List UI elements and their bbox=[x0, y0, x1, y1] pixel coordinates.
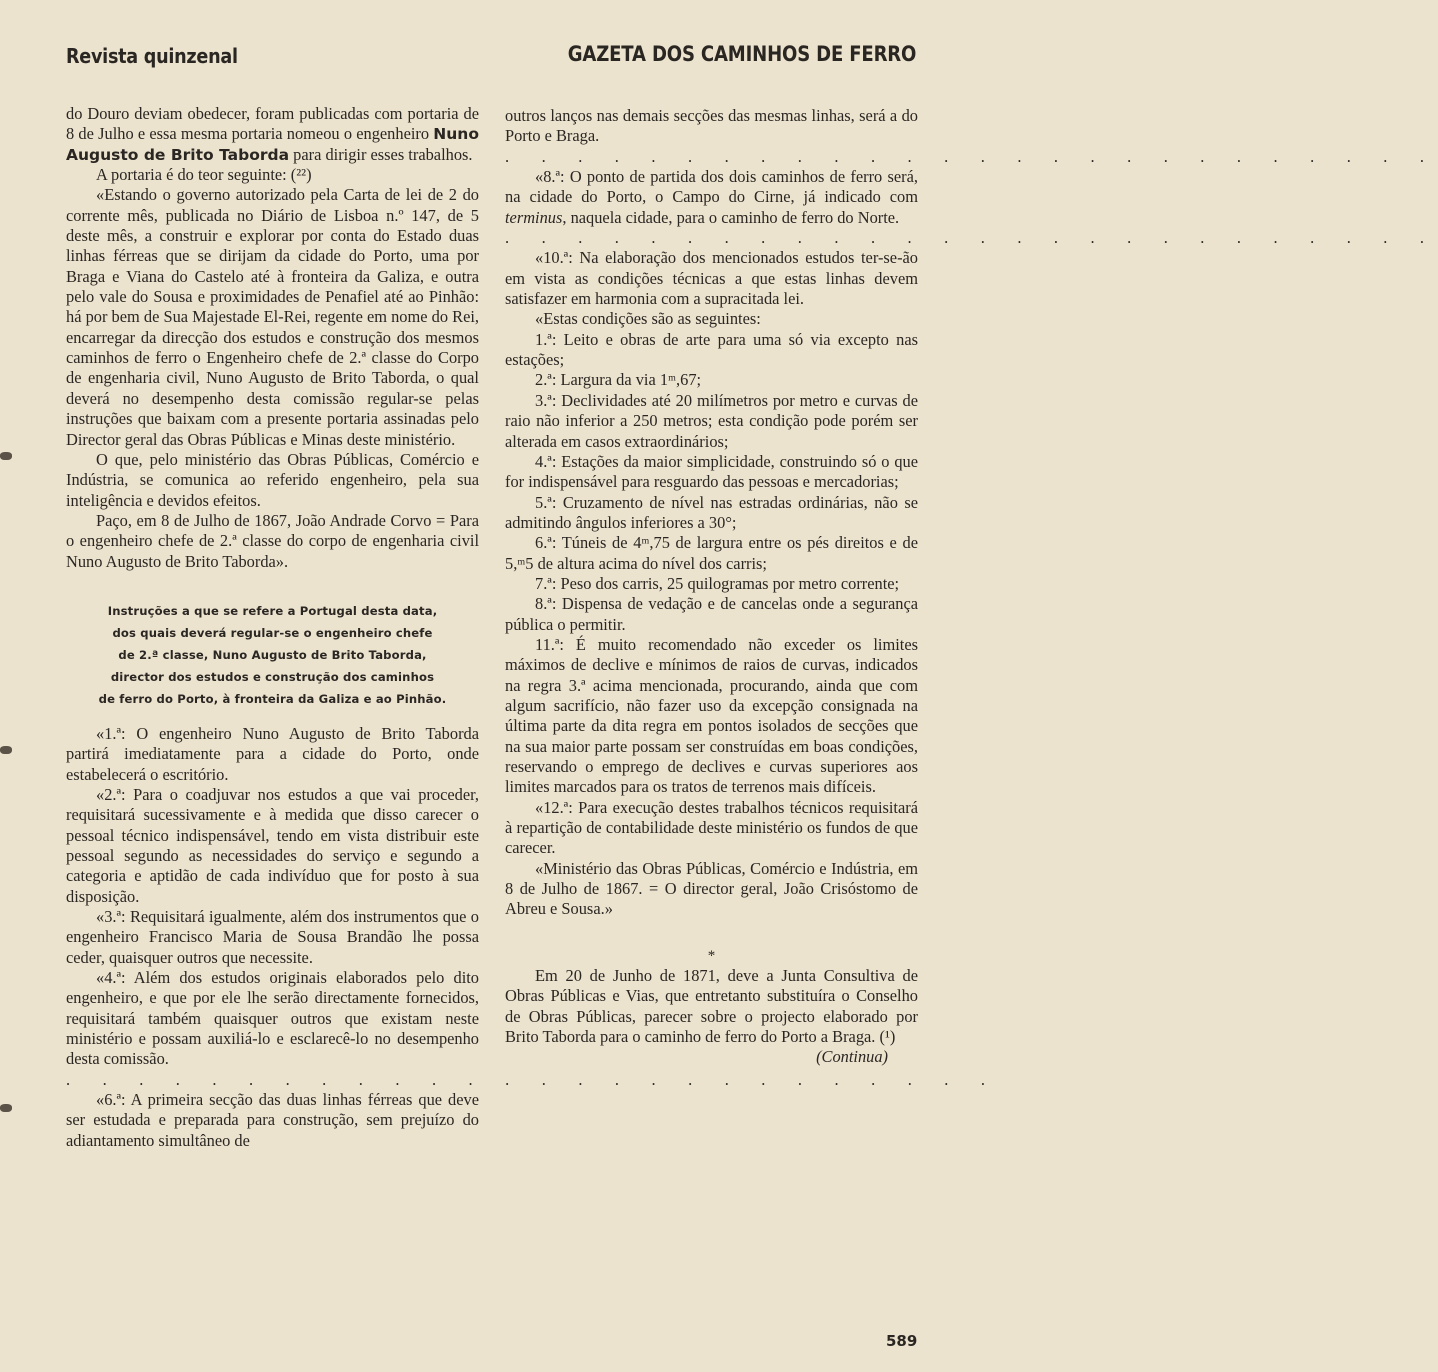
condition-2: 2.ª: Largura da via 1ᵐ,67; bbox=[535, 370, 702, 390]
ministry-signature: «Ministério das Obras Públicas, Comércio e Indústria, em 8 de Julho de 1867. = O director geral, João Crisóstomo de Abreu e Sousa.» bbox=[505, 858, 918, 919]
heading-line: de 2.ª classe, Nuno Augusto de Brito Taborda, bbox=[118, 647, 427, 662]
paragraph: Em 20 de Junho de 1871, deve a Junta Consultiva de Obras Públicas e Vias, que entretanto substituíra o Conselho de Obras Públicas, parecer sobre o projecto elaborado por Brito Taborda para o caminho de ferro do Porto a Braga. (¹) bbox=[505, 966, 918, 1047]
heading-line: Instruções a que se refere a Portugal desta data, bbox=[107, 603, 438, 618]
heading-line: director dos estudos e construção dos caminhos bbox=[110, 669, 435, 684]
paragraph: Paço, em 8 de Julho de 1867, João Andrade Corvo = Para o engenheiro chefe de 2.ª classe do corpo de engenharia civil Nuno Augusto de Brito Taborda». bbox=[66, 510, 479, 571]
text: «8.ª: O ponto de partida dos dois caminhos de ferro será, na cidade do Porto, o Campo do Cirne, já indicado com bbox=[505, 167, 918, 207]
condition-8: 8.ª: Dispensa de vedação e de cancelas onde a segurança pública o permitir. bbox=[505, 594, 918, 634]
instruction-1: «1.ª: O engenheiro Nuno Augusto de Brito Taborda partirá imediatamente para a cidade do Porto, onde estabelecerá o escritório. bbox=[66, 723, 479, 784]
ellipsis-dots: . . . . . . . . . . . . . . . . . . . . . . . . . . bbox=[505, 228, 1438, 248]
instruction-10: «10.ª: Na elaboração dos mencionados estudos ter-se-ão em vista as condições técnicas a que estas linhas devem satisfazer em harmonia com a supracitada lei. bbox=[505, 248, 918, 309]
condition-5: 5.ª: Cruzamento de nível nas estradas ordinárias, não se admitindo ângulos inferiores a 30°; bbox=[505, 492, 918, 532]
condition-6: 6.ª: Túneis de 4ᵐ,75 de largura entre os pés direitos e de 5,ᵐ5 de altura acima do nível dos carris; bbox=[505, 533, 918, 573]
condition-7: 7.ª: Peso dos carris, 25 quilogramas por metro corrente; bbox=[535, 573, 900, 593]
paragraph: O que, pelo ministério das Obras Públicas, Comércio e Indústria, se comunica ao referido engenheiro, pela sua inteligência e devidos efeitos. bbox=[66, 449, 479, 510]
ellipsis-dots: . . . . . . . . . . . . . . . . . . . . . . . . . . bbox=[505, 146, 1438, 166]
continua-note: (Continua) bbox=[816, 1047, 888, 1067]
instruction-12: «12.ª: Para execução destes trabalhos técnicos requisitará à repartição de contabilidade deste ministério os fundos de que carecer. bbox=[505, 797, 918, 858]
condition-1: 1.ª: Leito e obras de arte para uma só via excepto nas estações; bbox=[505, 329, 918, 370]
engineer-name: Nuno Augusto de Brito Taborda bbox=[66, 125, 479, 164]
text: do Douro deviam obedecer, foram publicadas com portaria de 8 de Julho e essa mesma portaria nomeou o engenheiro bbox=[66, 104, 479, 144]
margin-mark bbox=[0, 452, 12, 460]
term-italic: terminus bbox=[505, 207, 563, 227]
paragraph: outros lanços nas demais secções das mesmas linhas, será a do Porto e Braga. bbox=[505, 106, 918, 146]
heading-line: de ferro do Porto, à fronteira da Galiza e ao Pinhão. bbox=[98, 691, 447, 706]
text: para dirigir esses trabalhos. bbox=[289, 144, 473, 164]
paragraph bbox=[66, 104, 479, 165]
instruction-11: 11.ª: É muito recomendado não exceder os limites máximos de declive e mínimos de raios de curvas, indicados na regra 3.ª acima mencionada, procurando, ainda que com algum sacrifício, não fazer uso da excepção consignada na última parte da dita regra em pontos isolados de secções que na sua maior parte possam ser construídas em boas condições, reservando o emprego de declives e curvas superiores aos limites marcados para os tratos de terrenos mais difíceis. bbox=[505, 634, 918, 797]
instruction-3: «3.ª: Requisitará igualmente, além dos instrumentos que o engenheiro Francisco Maria de Sousa Brandão lhe possa ceder, quaisquer outros que necessite. bbox=[66, 907, 479, 967]
heading-line: dos quais deverá regular-se o engenheiro chefe bbox=[112, 625, 433, 640]
paragraph: «Estando o governo autorizado pela Carta de lei de 2 do corrente mês, publicada no Diário de Lisboa n.º 147, de 5 deste mês, a construir e explorar por conta do Estado duas linhas férreas que se dirijam da cidade do Porto, uma por Braga e Viana do Castelo até à fronteira da Galiza, e outra pelo vale do Sousa e proximidades de Penafiel até ao Pinhão: há por bem de Sua Majestade El-Rei, regente em nome do Rei, encarregar da direcção dos estudos e construção dos mesmos caminhos de ferro o Engenheiro chefe de 2.ª classe do Corpo de engenharia civil, Nuno Augusto de Brito Taborda, o qual deverá no desempenho desta comissão regular-se pelas instruções que baixam com a presente portaria assinadas pelo Director geral das Obras Públicas e Minas deste ministério. bbox=[66, 185, 479, 449]
margin-mark bbox=[0, 746, 12, 754]
instruction-2: «2.ª: Para o coadjuvar nos estudos a que vai proceder, requisitará sucessivamente e à medida que disso carecer o pessoal técnico indispensável, tendo em vista distribuir este pessoal segundo as necessidades do serviço e segundo a categoria e aptidão de cada indivíduo que for posto à sua disposição. bbox=[66, 784, 479, 906]
section-separator: * bbox=[707, 947, 716, 964]
page-number: 589 bbox=[886, 1332, 918, 1350]
right-column bbox=[505, 106, 1438, 1068]
conditions-intro: «Estas condições são as seguintes: bbox=[535, 309, 761, 329]
header-right: GAZETA DOS CAMINHOS DE FERRO bbox=[567, 42, 916, 66]
instructions-heading bbox=[66, 600, 479, 710]
instruction-6: «6.ª: A primeira secção das duas linhas férreas que deve ser estudada e preparada para construção, sem prejuízo do adiantamento simultâneo de bbox=[66, 1090, 479, 1150]
header-left: Revista quinzenal bbox=[66, 44, 238, 68]
instruction-8 bbox=[505, 167, 918, 228]
paragraph: A portaria é do teor seguinte: (²²) bbox=[96, 165, 312, 185]
condition-4: 4.ª: Estações da maior simplicidade, construindo só o que for indispensável para resguardo das pessoas e mercadorias; bbox=[505, 451, 918, 492]
instruction-4: «4.ª: Além dos estudos originais elaborados pelo dito engenheiro, e que por ele lhe serão directamente fornecidos, requisitará também quaisquer outros que existam neste ministério e possam auxiliá-lo e esclarecê-lo no desempenho desta comissão. bbox=[66, 968, 479, 1069]
margin-mark bbox=[0, 1104, 12, 1112]
text: , naquela cidade, para o caminho de ferro do Norte. bbox=[562, 207, 900, 227]
ellipsis-dots: . . . . . . . . . . . . . . . . . . . . . . . . . . bbox=[66, 1069, 1000, 1089]
condition-3: 3.ª: Declividades até 20 milímetros por metro e curvas de raio não inferior a 250 metros; esta condição pode porém ser alterada em casos extraordinários; bbox=[505, 390, 918, 451]
